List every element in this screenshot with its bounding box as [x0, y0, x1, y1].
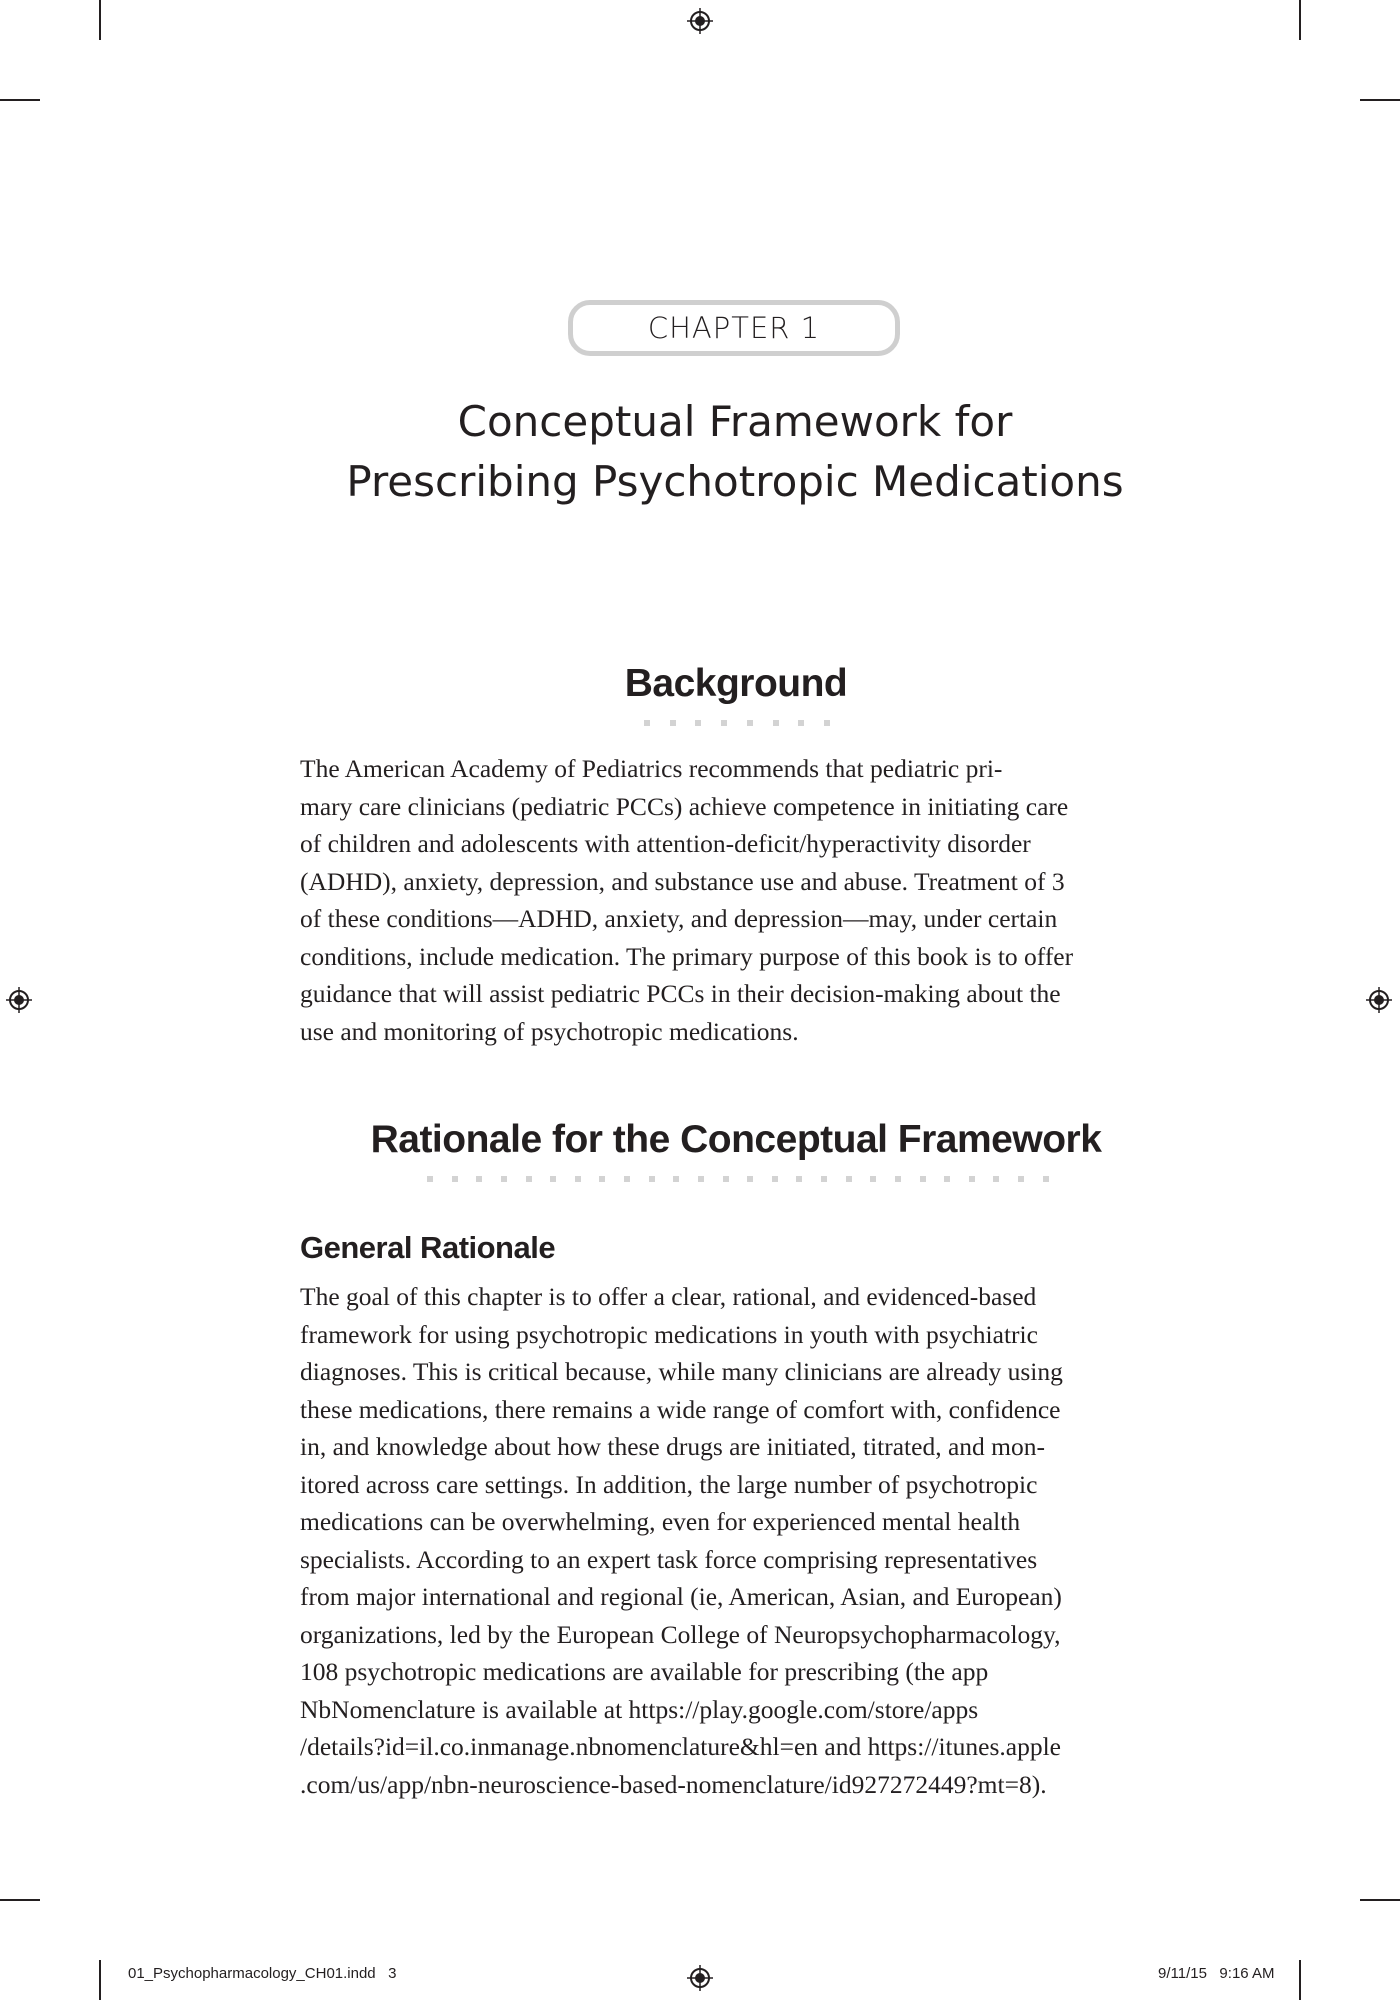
- heading-dot-divider: [644, 720, 830, 726]
- text-line: framework for using psychotropic medications in youth with psychiatric: [300, 1319, 1038, 1349]
- registration-mark-icon: [687, 1965, 713, 1991]
- crop-mark-top-right-horizontal: [1360, 99, 1400, 101]
- crop-mark-bottom-right-horizontal: [1360, 1899, 1400, 1901]
- text-line: organizations, led by the European College of Neuropsychopharmacology,: [300, 1619, 1061, 1649]
- chapter-title-line: Prescribing Psychotropic Medications: [346, 457, 1124, 506]
- text-line: guidance that will assist pediatric PCCs in their decision-making about the: [300, 979, 1061, 1008]
- heading-dot-divider: [427, 1176, 1049, 1182]
- text-line: conditions, include medication. The primary purpose of this book is to offer: [300, 941, 1074, 971]
- text-line: use and monitoring of psychotropic medications.: [300, 1016, 799, 1046]
- slug-filename: 01_Psychopharmacology_CH01.indd 3: [128, 1965, 397, 1982]
- text-line: of these conditions—ADHD, anxiety, and depression—may, under certain: [300, 904, 1058, 933]
- text-line: in, and knowledge about how these drugs are initiated, titrated, and mon-: [300, 1432, 1045, 1461]
- registration-mark-icon: [1366, 987, 1392, 1013]
- registration-mark-icon: [687, 8, 713, 34]
- registration-mark-icon: [6, 987, 32, 1013]
- crop-mark-top-left-horizontal: [0, 99, 40, 101]
- crop-mark-top-right-vertical: [1299, 0, 1301, 40]
- subheading-general-rationale: General Rationale: [300, 1230, 556, 1265]
- crop-mark-bottom-left-horizontal: [0, 1899, 40, 1901]
- text-line: NbNomenclature is available at https://play.google.com/store/apps: [300, 1694, 979, 1724]
- background-paragraph: [300, 750, 1168, 1050]
- chapter-title: [300, 392, 1170, 512]
- text-line: /details?id=il.co.inmanage.nbnomenclature&hl=en and https://itunes.apple: [300, 1732, 1061, 1761]
- text-line: The American Academy of Pediatrics recommends that pediatric pri-: [300, 754, 1003, 783]
- text-line: of children and adolescents with attention-deficit/hyperactivity disorder: [300, 829, 1031, 858]
- slug-datetime: 9/11/15 9:16 AM: [1158, 1965, 1275, 1982]
- crop-mark-bottom-left-vertical: [99, 1960, 101, 2000]
- crop-mark-top-left-vertical: [99, 0, 101, 40]
- text-line: diagnoses. This is critical because, while many clinicians are already using: [300, 1357, 1063, 1386]
- text-line: .com/us/app/nbn-neuroscience-based-nomenclature/id927272449?mt=8).: [300, 1769, 1047, 1799]
- section-heading-background: Background: [624, 662, 848, 705]
- text-line: mary care clinicians (pediatric PCCs) achieve competence in initiating care: [300, 791, 1069, 821]
- section-heading-rationale: Rationale for the Conceptual Framework: [370, 1118, 1102, 1161]
- crop-mark-bottom-right-vertical: [1299, 1960, 1301, 2000]
- text-line: itored across care settings. In addition, the large number of psychotropic: [300, 1469, 1038, 1499]
- rationale-paragraph: [300, 1278, 1168, 1803]
- chapter-label: CHAPTER 1: [568, 300, 900, 356]
- text-line: (ADHD), anxiety, depression, and substance use and abuse. Treatment of 3: [300, 866, 1065, 896]
- text-line: specialists. According to an expert task force comprising representatives: [300, 1544, 1038, 1574]
- text-line: these medications, there remains a wide range of comfort with, confidence: [300, 1394, 1061, 1424]
- text-line: 108 psychotropic medications are available for prescribing (the app: [300, 1657, 989, 1686]
- text-line: medications can be overwhelming, even for experienced mental health: [300, 1507, 1021, 1536]
- chapter-title-line: Conceptual Framework for: [457, 397, 1013, 446]
- text-line: from major international and regional (ie, American, Asian, and European): [300, 1582, 1062, 1611]
- text-line: The goal of this chapter is to offer a clear, rational, and evidenced-based: [300, 1282, 1037, 1311]
